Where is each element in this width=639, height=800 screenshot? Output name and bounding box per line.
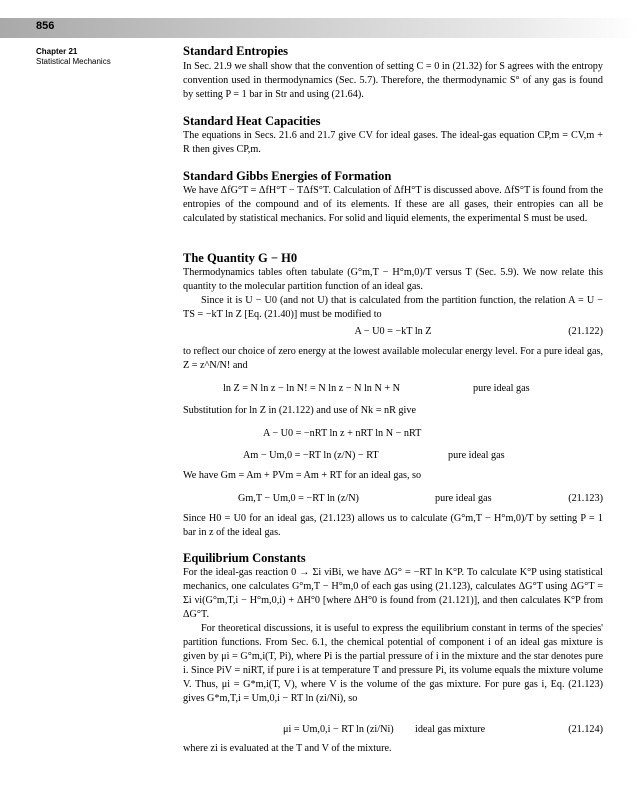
chapter-label [36, 47, 176, 67]
equation-expression: ln Z = N ln z − ln N! = N ln z − N ln N + N [223, 383, 400, 394]
heading-standard-gibbs: Standard Gibbs Energies of Formation [183, 169, 392, 183]
para-quantity-5: We have Gm = Am + PVm = Am + RT for an ideal gas, so [183, 470, 422, 481]
chapter-title: Statistical Mechanics [36, 57, 111, 66]
page-header-bar [0, 18, 639, 38]
equation-expression: A − U0 = −nRT ln z + nRT ln N − nRT [263, 428, 422, 439]
para-equilibrium-3: where zi is evaluated at the T and V of the mixture. [183, 743, 392, 754]
equation-expression: Gm,T − Um,0 = −RT ln (z/N) [238, 493, 359, 504]
para-equilibrium-2: For theoretical discussions, it is useful to express the equilibrium constant in terms of the species' partition functions. From Sec. 6.1, the chemical potential of component i of an ideal gas mixture is given by μi = G°m,i(T, Pi), where Pi is the partial pressure of i in the mixture and the star denotes pure i. Since PiV = niRT, if pure i is at temperature T and pressure Pi, its volume equals the mixture volume V. Thus, μi = G*m,i(T, V), where V is the volume of the gas mixture. For pure gas i, Eq. (21.123) gives G*m,T,i = Um,0,i − RT ln (zi/Ni), so [183, 623, 603, 705]
equation-number: (21.124) [568, 724, 603, 735]
equation-note: pure ideal gas [473, 383, 530, 394]
heading-quantity-g-h0: The Quantity G − H0 [183, 251, 298, 265]
heading-standard-entropies: Standard Entropies [183, 44, 289, 58]
para-standard-gibbs: We have ΔfG°T = ΔfH°T − TΔfS°T. Calculation of ΔfH°T is discussed above. ΔfS°T is found from the entropies of the compound and of its elements. If these are all gases, their entropies can all be calculated by statistical mechanics. For solid and liquid elements, the experimental S must be used. [183, 185, 604, 225]
equation-a-u0 [183, 427, 603, 441]
page-number: 856 [36, 20, 55, 32]
heading-standard-heat-capacities: Standard Heat Capacities [183, 114, 321, 128]
equation-expression: Am − Um,0 = −RT ln (z/N) − RT [243, 450, 379, 461]
heading-equilibrium-constants: Equilibrium Constants [183, 551, 306, 565]
equation-note: pure ideal gas [448, 450, 505, 461]
equation-21-123 [183, 492, 603, 506]
equation-21-122 [183, 325, 603, 339]
equation-expression: A − U0 = −kT ln Z [354, 326, 432, 337]
para-quantity-1: Thermodynamics tables often tabulate (G°m,T − H°m,0)/T versus T (Sec. 5.9). We now relate this quantity to the molecular partition function of an ideal gas. [183, 267, 603, 293]
para-equilibrium-1: For the ideal-gas reaction 0 → Σi νiBi, we have ΔG° = −RT ln K°P. To calculate K°P using statistical mechanics, one calculates G°m,T − H°m,0 of each gas using (21.123), calculates ΔG°T using ΔG°T = Σi νi(G°m,T,i − H°m,0,i) + ΔH°0 [where ΔH°0 is found from (21.121)], and then calculates K°P from ΔG°T. [183, 567, 603, 621]
para-quantity-6: Since H0 = U0 for an ideal gas, (21.123) allows us to calculate (G°m,T − H°m,0)/T by setting P = 1 bar in z of the ideal gas. [183, 513, 603, 539]
para-standard-heat-capacities: The equations in Secs. 21.6 and 21.7 give CV for ideal gases. The ideal-gas equation CP,m = CV,m + R then gives CP,m. [183, 130, 603, 156]
para-quantity-4: Substitution for ln Z in (21.122) and use of Nk = nR give [183, 405, 416, 416]
equation-am-um0 [183, 449, 603, 463]
para-quantity-2: Since it is U − U0 (and not U) that is calculated from the partition function, the relation A = U − TS = −kT ln Z [Eq. (21.40)] must be modified to [183, 295, 603, 321]
equation-ln-z [183, 382, 603, 396]
equation-note: pure ideal gas [435, 493, 492, 504]
equation-number: (21.123) [568, 493, 603, 504]
chapter-number: Chapter 21 [36, 47, 78, 56]
equation-21-124 [183, 723, 603, 737]
equation-note: ideal gas mixture [415, 724, 486, 735]
para-quantity-3: to reflect our choice of zero energy at the lowest available molecular energy level. For a pure ideal gas, Z = z^N/N! and [183, 346, 603, 372]
equation-number: (21.122) [568, 326, 603, 337]
para-standard-entropies: In Sec. 21.9 we shall show that the convention of setting C = 0 in (21.32) for S agrees with the entropy convention used in thermodynamics (Sec. 5.7). Therefore, the thermodynamic S° of any gas is found by setting P = 1 bar in Str and using (21.64). [183, 61, 603, 101]
equation-expression: μi = Um,0,i − RT ln (zi/Ni) [283, 724, 394, 735]
